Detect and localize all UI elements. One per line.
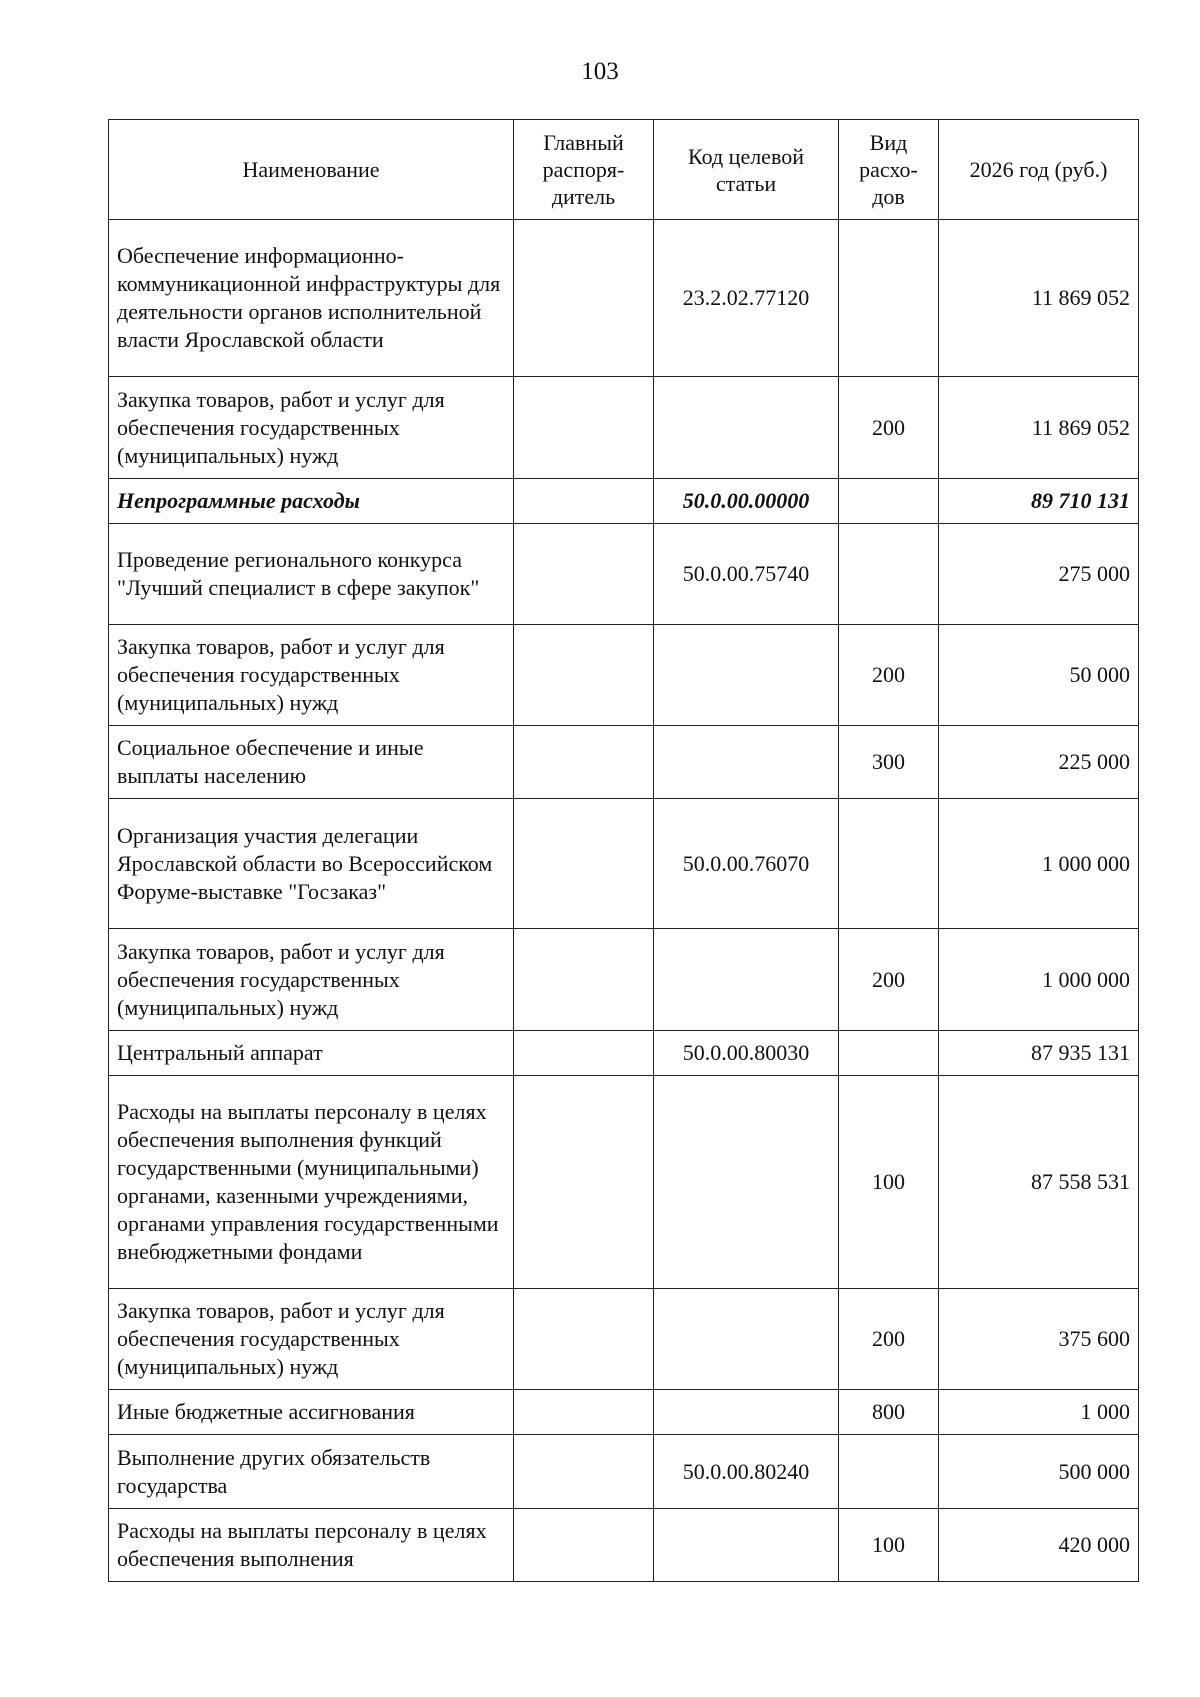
row-amount: 11 869 052: [939, 220, 1139, 377]
row-grbs: [514, 1289, 654, 1390]
row-name: Закупка товаров, работ и услуг для обеспечения государственных (муниципальных) нужд: [109, 1289, 514, 1390]
row-name: Проведение регионального конкурса "Лучший специалист в сфере закупок": [109, 524, 514, 625]
row-name: Закупка товаров, работ и услуг для обеспечения государственных (муниципальных) нужд: [109, 625, 514, 726]
row-grbs: [514, 1390, 654, 1435]
table-row: [109, 524, 1139, 625]
table-row-section: [109, 479, 1139, 524]
row-code: [654, 1076, 839, 1289]
header-name: Наименование: [109, 120, 514, 220]
budget-table: [108, 119, 1139, 1582]
row-amount: 89 710 131: [939, 479, 1139, 524]
row-name: Расходы на выплаты персоналу в целях обеспечения выполнения функций государственными (муниципальными) органами, казенными учреждениями, органами управления государственными внебюджетными фондами: [109, 1076, 514, 1289]
row-amount: 275 000: [939, 524, 1139, 625]
row-grbs: [514, 1076, 654, 1289]
row-code: 50.0.00.80030: [654, 1031, 839, 1076]
row-amount: 375 600: [939, 1289, 1139, 1390]
row-amount: 420 000: [939, 1509, 1139, 1582]
row-grbs: [514, 799, 654, 929]
row-name: Организация участия делегации Ярославской области во Всероссийском Форуме-выставке "Госзаказ": [109, 799, 514, 929]
row-amount: 50 000: [939, 625, 1139, 726]
table-row: [109, 220, 1139, 377]
row-grbs: [514, 1509, 654, 1582]
row-vid: 200: [839, 929, 939, 1031]
row-grbs: [514, 929, 654, 1031]
row-amount: 1 000: [939, 1390, 1139, 1435]
row-vid: 100: [839, 1076, 939, 1289]
table-row: [109, 625, 1139, 726]
row-amount: 11 869 052: [939, 377, 1139, 479]
row-grbs: [514, 625, 654, 726]
row-code: 50.0.00.76070: [654, 799, 839, 929]
row-vid: [839, 1031, 939, 1076]
row-grbs: [514, 220, 654, 377]
row-name: Закупка товаров, работ и услуг для обеспечения государственных (муниципальных) нужд: [109, 929, 514, 1031]
row-grbs: [514, 479, 654, 524]
row-vid: 200: [839, 377, 939, 479]
table-row: [109, 726, 1139, 799]
header-grbs: Главный распоря-дитель: [514, 120, 654, 220]
row-vid: [839, 799, 939, 929]
table-row: [109, 1289, 1139, 1390]
row-name: Закупка товаров, работ и услуг для обеспечения государственных (муниципальных) нужд: [109, 377, 514, 479]
header-row: [109, 120, 1139, 220]
row-vid: [839, 1435, 939, 1509]
row-code: [654, 1289, 839, 1390]
table-row: [109, 1435, 1139, 1509]
row-name: Выполнение других обязательств государства: [109, 1435, 514, 1509]
row-grbs: [514, 1031, 654, 1076]
row-code: [654, 929, 839, 1031]
row-code: [654, 625, 839, 726]
row-code: 23.2.02.77120: [654, 220, 839, 377]
row-grbs: [514, 377, 654, 479]
table-row: [109, 799, 1139, 929]
row-code: [654, 377, 839, 479]
table-row: [109, 1509, 1139, 1582]
row-amount: 1 000 000: [939, 929, 1139, 1031]
row-amount: 87 558 531: [939, 1076, 1139, 1289]
row-vid: 100: [839, 1509, 939, 1582]
table-row: [109, 1031, 1139, 1076]
row-amount: 500 000: [939, 1435, 1139, 1509]
table-row: [109, 377, 1139, 479]
header-vid: Вид расхо-дов: [839, 120, 939, 220]
row-vid: [839, 220, 939, 377]
row-vid: 800: [839, 1390, 939, 1435]
row-grbs: [514, 1435, 654, 1509]
row-vid: [839, 524, 939, 625]
row-amount: 225 000: [939, 726, 1139, 799]
row-vid: 200: [839, 1289, 939, 1390]
row-code: [654, 1509, 839, 1582]
row-name: Расходы на выплаты персоналу в целях обеспечения выполнения: [109, 1509, 514, 1582]
row-name: Социальное обеспечение и иные выплаты населению: [109, 726, 514, 799]
row-code: [654, 726, 839, 799]
row-grbs: [514, 726, 654, 799]
row-grbs: [514, 524, 654, 625]
row-name: Иные бюджетные ассигнования: [109, 1390, 514, 1435]
table-row: [109, 929, 1139, 1031]
row-name: Непрограммные расходы: [109, 479, 514, 524]
header-code: Код целевой статьи: [654, 120, 839, 220]
row-code: 50.0.00.75740: [654, 524, 839, 625]
row-vid: 300: [839, 726, 939, 799]
row-amount: 1 000 000: [939, 799, 1139, 929]
table-row: [109, 1390, 1139, 1435]
row-name: Обеспечение информационно-коммуникационной инфраструктуры для деятельности органов исполнительной власти Ярославской области: [109, 220, 514, 377]
row-name: Центральный аппарат: [109, 1031, 514, 1076]
row-code: 50.0.00.80240: [654, 1435, 839, 1509]
header-amount: 2026 год (руб.): [939, 120, 1139, 220]
page-number: 103: [581, 58, 619, 85]
row-amount: 87 935 131: [939, 1031, 1139, 1076]
row-vid: 200: [839, 625, 939, 726]
row-code: [654, 1390, 839, 1435]
row-code: 50.0.00.00000: [654, 479, 839, 524]
table-row: [109, 1076, 1139, 1289]
row-vid: [839, 479, 939, 524]
